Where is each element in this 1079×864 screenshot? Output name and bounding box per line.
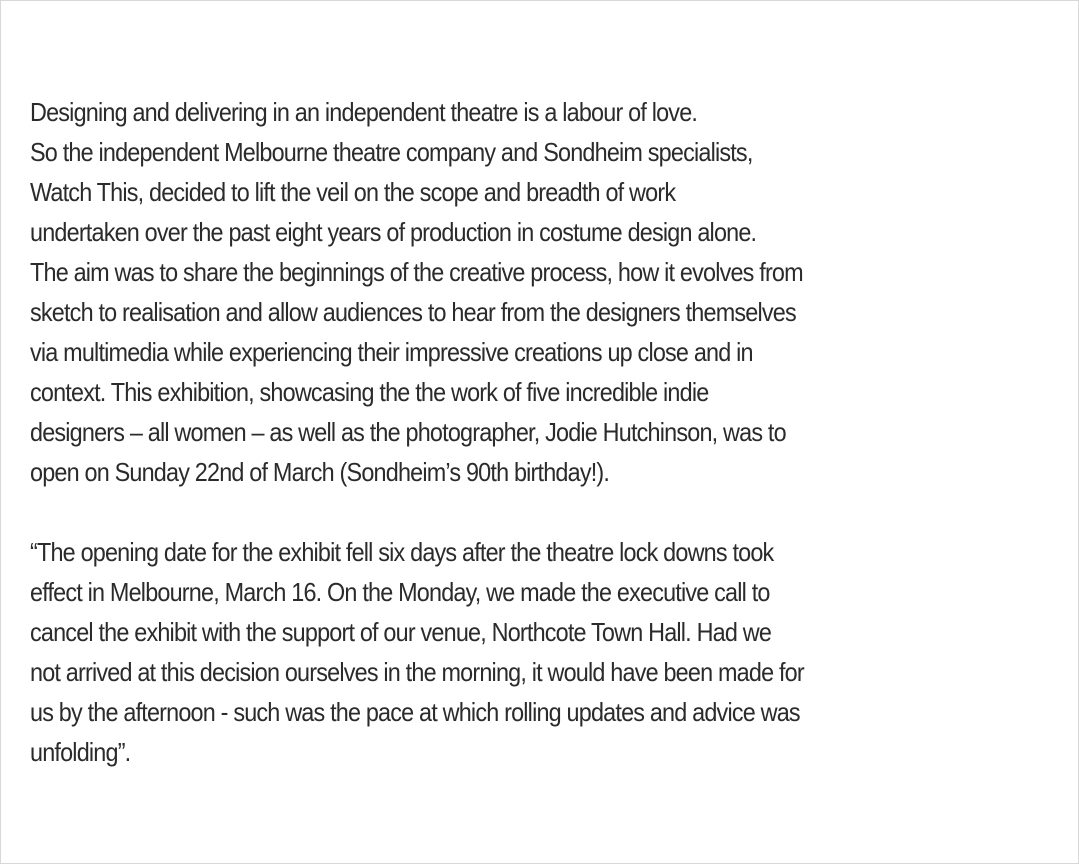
- text-line: designers – all women – as well as the photographer, Jodie Hutchinson, was to: [30, 417, 786, 447]
- paragraph-intro: [30, 92, 930, 492]
- paragraph-quote: [30, 532, 930, 772]
- text-line: Watch This, decided to lift the veil on the scope and breadth of work: [30, 177, 676, 207]
- text-line: undertaken over the past eight years of production in costume design alone.: [30, 217, 757, 247]
- text-line: via multimedia while experiencing their impressive creations up close and in: [30, 337, 753, 367]
- text-line: context. This exhibition, showcasing the the work of five incredible indie: [30, 377, 709, 407]
- text-line: open on Sunday 22nd of March (Sondheim’s 90th birthday!).: [30, 457, 610, 487]
- text-line: sketch to realisation and allow audiences to hear from the designers themselves: [30, 297, 796, 327]
- text-line: “The opening date for the exhibit fell six days after the theatre lock downs took: [30, 537, 774, 567]
- text-line: not arrived at this decision ourselves in the morning, it would have been made for: [30, 657, 804, 687]
- paragraph-spacer: [30, 492, 930, 532]
- text-line: cancel the exhibit with the support of our venue, Northcote Town Hall. Had we: [30, 617, 772, 647]
- text-line: Designing and delivering in an independent theatre is a labour of love.: [30, 97, 698, 127]
- text-line: effect in Melbourne, March 16. On the Monday, we made the executive call to: [30, 577, 770, 607]
- article-body: [30, 92, 930, 772]
- text-line: us by the afternoon - such was the pace at which rolling updates and advice was: [30, 697, 800, 727]
- text-line: unfolding”.: [30, 737, 131, 767]
- text-line: So the independent Melbourne theatre company and Sondheim specialists,: [30, 137, 753, 167]
- text-line: The aim was to share the beginnings of the creative process, how it evolves from: [30, 257, 803, 287]
